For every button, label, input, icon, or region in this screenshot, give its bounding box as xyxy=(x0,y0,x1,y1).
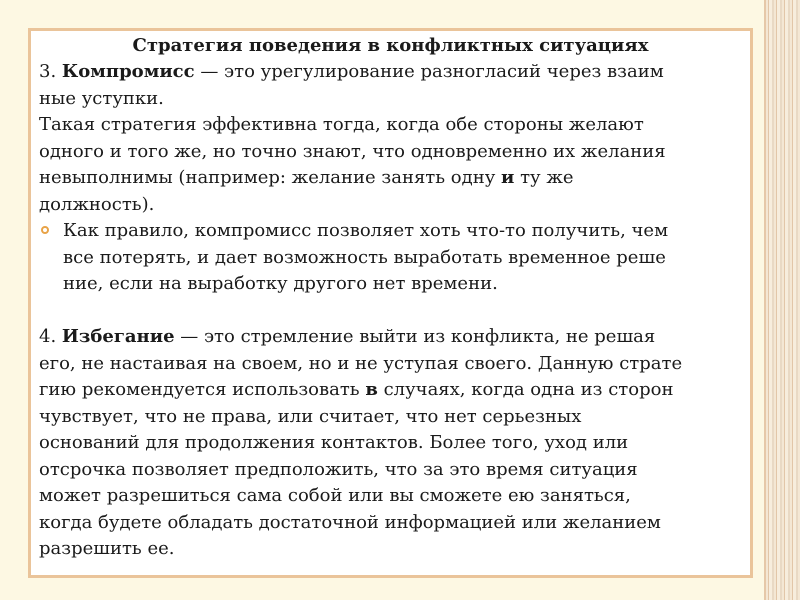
compromise-line-2: ные уступки. xyxy=(39,87,164,109)
avoidance-line-1-rest: — это стремление выйти из конфликта, не решая xyxy=(174,326,656,347)
decorative-stripe-band xyxy=(764,0,800,600)
avoidance-line-6: отсрочка позволяет предположить, что за это время ситуация xyxy=(39,458,638,480)
compromise-effective-3c: ту же xyxy=(514,167,574,188)
compromise-effective-3b: и xyxy=(501,167,515,188)
bullet-line-3: ние, если на выработку другого нет времени. xyxy=(63,273,498,294)
avoidance-line-3c: случаях, когда одна из сторон xyxy=(377,379,674,400)
compromise-effective-line-1: Такая стратегия эффективна тогда, когда обе стороны желают xyxy=(39,114,644,135)
compromise-number: 3. xyxy=(39,61,62,82)
avoidance-line-5: оснований для продолжения контактов. Более того, уход или xyxy=(39,432,629,453)
compromise-term: Компромисс xyxy=(61,61,195,82)
bullet-line-2: все потерять, и дает возможность выработать временное реше xyxy=(63,246,666,268)
avoidance-line-3a: гию рекомендуется использовать xyxy=(39,379,366,400)
bullet-line-1: Как правило, компромисс позволяет хоть что-то получить, чем xyxy=(63,220,669,241)
avoidance-line-9: разрешить ее. xyxy=(39,538,175,559)
compromise-definition-1: — это урегулирование разногласий через взаим xyxy=(194,61,664,82)
compromise-effective-3a: невыполнимы (например: желание занять одну xyxy=(39,167,502,188)
bullet-item xyxy=(39,218,742,298)
hollow-circle-bullet-icon xyxy=(41,226,49,234)
compromise-line-1 xyxy=(39,59,742,86)
avoidance-line-2: его, не настаивая на своем, но и не уступая своего. Данную страте xyxy=(39,352,683,374)
compromise-effective-line-3 xyxy=(39,165,742,192)
avoidance-line-3b: в xyxy=(365,379,378,400)
avoidance-line-4: чувствует, что не права, или считает, что нет серьезных xyxy=(39,405,582,427)
avoidance-number: 4. xyxy=(39,326,62,347)
avoidance-line-8: когда будете обладать достаточной информацией или желанием xyxy=(39,511,661,533)
avoidance-line-3 xyxy=(39,377,742,404)
content-box xyxy=(28,28,753,578)
paragraph-spacer xyxy=(39,298,742,325)
compromise-effective-line-2: одного и того же, но точно знают, что одновременно их желания xyxy=(39,140,666,162)
avoidance-term: Избегание xyxy=(61,326,175,347)
avoidance-line-1 xyxy=(39,324,742,351)
avoidance-line-7: может разрешиться сама собой или вы сможете ею заняться, xyxy=(39,485,631,506)
slide-title: Стратегия поведения в конфликтных ситуациях xyxy=(132,35,649,56)
compromise-effective-line-4: должность). xyxy=(39,193,155,215)
